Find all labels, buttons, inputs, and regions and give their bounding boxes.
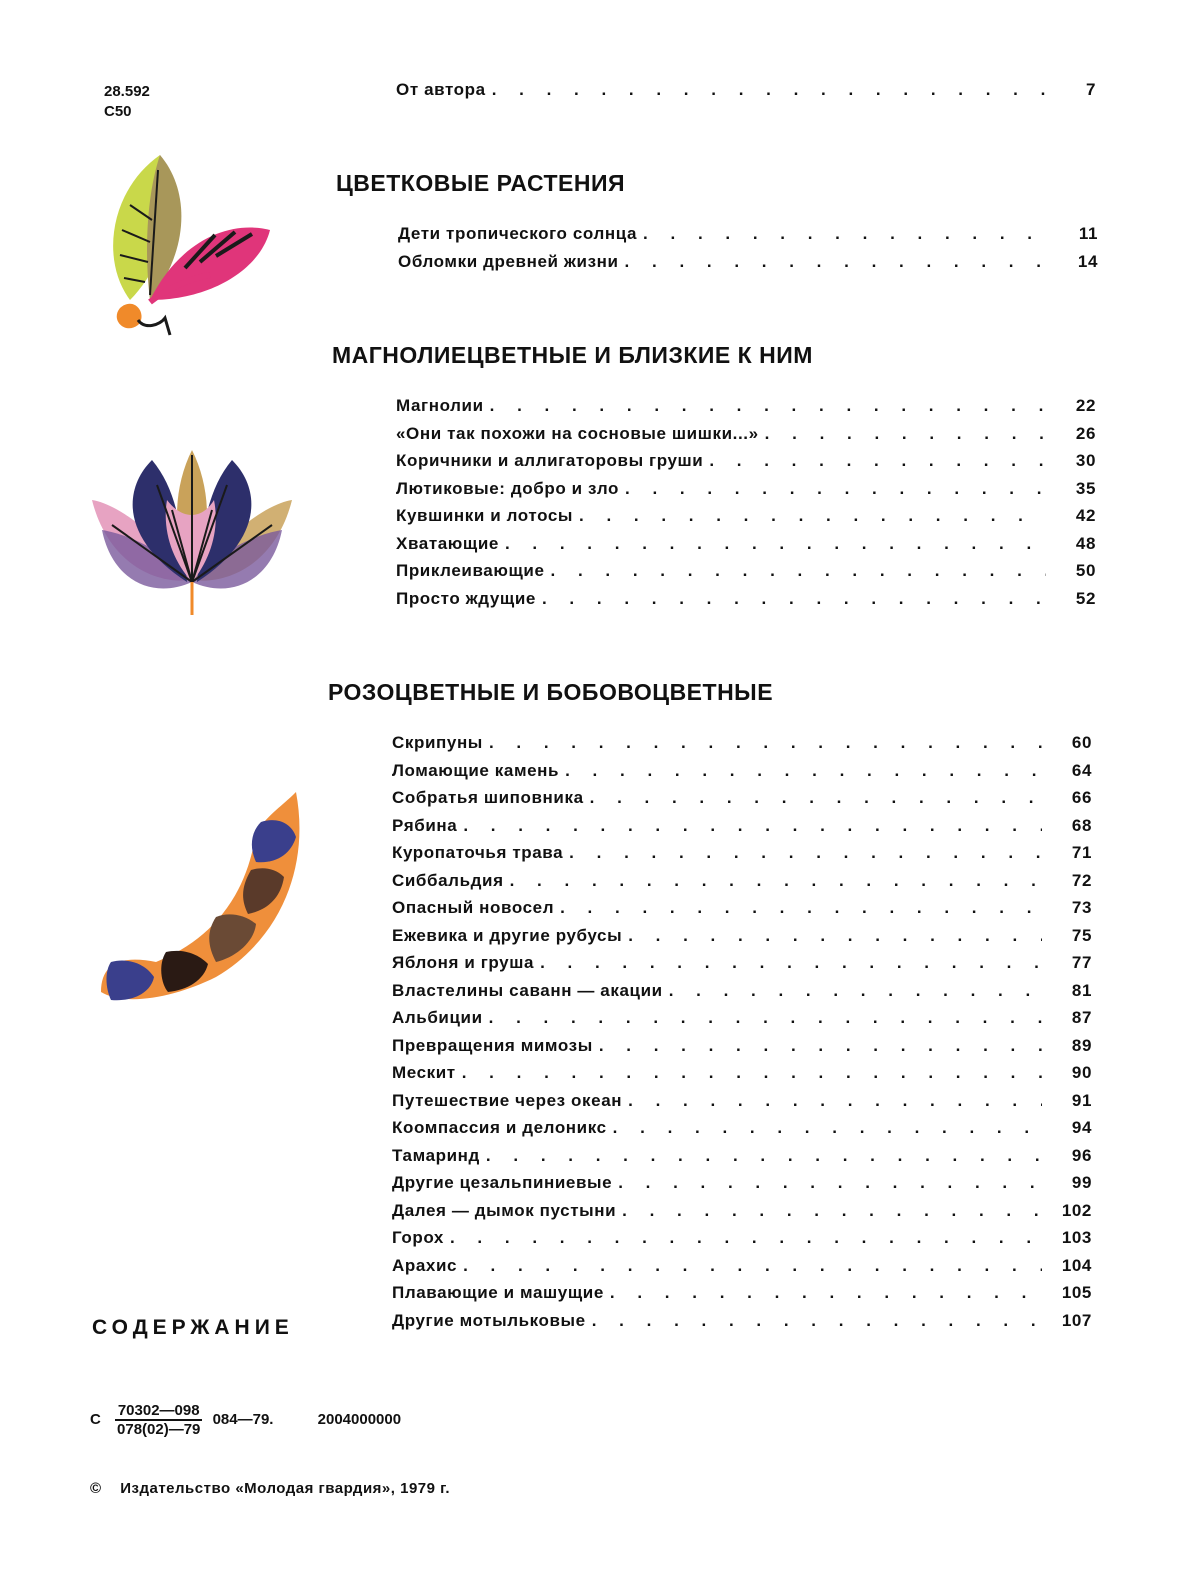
- entry-page: 71: [1071, 843, 1092, 862]
- toc-entry: [396, 80, 1096, 108]
- entry-title: Яблоня и груша: [392, 953, 535, 972]
- toc-entry: [392, 816, 1092, 844]
- toc-entry: [396, 479, 1096, 507]
- entry-page: 73: [1071, 898, 1092, 917]
- entry-title: Собратья шиповника: [392, 788, 584, 807]
- dot-leader: [669, 981, 1042, 1001]
- dot-leader: [618, 1173, 1042, 1193]
- entry-title: Магнолии: [396, 396, 484, 415]
- toc-list: [398, 224, 1098, 279]
- entry-title: Рябина: [392, 815, 458, 835]
- entry-title: Дети тропического солнца: [398, 224, 638, 243]
- toc-entry: [392, 1091, 1092, 1119]
- entry-title: Просто ждущие: [396, 588, 536, 608]
- entry-title: Куропаточья трава: [392, 843, 564, 862]
- entry-page: 11: [1078, 224, 1098, 243]
- leaf-illustration: [90, 150, 290, 340]
- section-title: РОЗОЦВЕТНЫЕ И БОБОВОЦВЕТНЫЕ: [328, 679, 774, 705]
- lotus-illustration: [92, 450, 292, 615]
- toc-entry: [392, 953, 1092, 981]
- imprint-code: 2004000000: [317, 1410, 402, 1428]
- toc-entry: [392, 1283, 1092, 1311]
- entry-title: Коричники и аллигаторовы груши: [396, 451, 704, 470]
- entry-title: От автора: [396, 80, 486, 99]
- dot-leader: [450, 1228, 1042, 1248]
- author-mark: С50: [104, 103, 132, 120]
- entry-page: 105: [1061, 1283, 1092, 1302]
- entry-title: «Они так похожи на сосновые шишки...»: [396, 423, 759, 443]
- dot-leader: [590, 788, 1042, 808]
- dot-leader: [610, 1283, 1042, 1303]
- dot-leader: [489, 733, 1042, 753]
- entry-title: Превращения мимозы: [392, 1035, 593, 1055]
- toc-entry: [392, 926, 1092, 954]
- dot-leader: [505, 534, 1046, 554]
- entry-page: 60: [1071, 733, 1092, 752]
- contents-label: СОДЕРЖАНИЕ: [92, 1316, 294, 1339]
- bbk-code: 28.592: [104, 83, 150, 100]
- entry-title: Кувшинки и лотосы: [396, 506, 573, 525]
- toc-entry: [392, 1201, 1092, 1229]
- toc-entry: [392, 1063, 1092, 1091]
- section-title: ЦВЕТКОВЫЕ РАСТЕНИЯ: [336, 170, 626, 196]
- dot-leader: [540, 953, 1042, 973]
- entry-title: Коомпассия и делоникс: [392, 1118, 607, 1137]
- entry-page: 107: [1061, 1310, 1092, 1330]
- entry-page: 72: [1071, 870, 1092, 890]
- toc-entry: [396, 424, 1096, 452]
- preface-entry: [396, 80, 1096, 108]
- bbk-code-block: [104, 82, 150, 122]
- pea-seed: [209, 914, 256, 962]
- dot-leader: [628, 926, 1042, 946]
- dot-leader: [489, 1008, 1042, 1028]
- entry-title: Альбиции: [392, 1008, 483, 1027]
- entry-page: 22: [1075, 396, 1096, 415]
- toc-entry: [392, 1173, 1092, 1201]
- entry-page: 35: [1075, 478, 1096, 498]
- entry-page: 81: [1071, 980, 1092, 1000]
- entry-title: Сиббальдия: [392, 870, 504, 890]
- toc-entry: [396, 589, 1096, 617]
- dot-leader: [560, 898, 1042, 918]
- toc-entry: [396, 534, 1096, 562]
- toc-entry: [392, 1008, 1092, 1036]
- entry-page: 89: [1071, 1035, 1092, 1055]
- copyright: [90, 1480, 450, 1497]
- entry-title: Плавающие и машущие: [392, 1283, 604, 1302]
- entry-page: 52: [1075, 588, 1096, 608]
- toc-entry: [392, 871, 1092, 899]
- entry-page: 102: [1061, 1200, 1092, 1220]
- dot-leader: [599, 1036, 1042, 1056]
- dot-leader: [625, 252, 1048, 272]
- entry-page: 48: [1075, 533, 1096, 553]
- imprint-fraction: [115, 1402, 202, 1438]
- dot-leader: [462, 1063, 1042, 1083]
- section-title: МАГНОЛИЕЦВЕТНЫЕ И БЛИЗКИЕ К НИМ: [332, 342, 813, 368]
- imprint-suffix: 084—79.: [212, 1410, 274, 1428]
- toc-entry: [396, 561, 1096, 589]
- toc-entry: [392, 1228, 1092, 1256]
- dot-leader: [625, 479, 1046, 499]
- toc-entry: [392, 1146, 1092, 1174]
- imprint-numerator: 70302—098: [115, 1402, 202, 1421]
- dot-leader: [643, 224, 1048, 244]
- dot-leader: [463, 816, 1042, 836]
- toc-entry: [392, 788, 1092, 816]
- entry-title: Мескит: [392, 1063, 456, 1082]
- dot-leader: [542, 589, 1046, 609]
- entry-title: Другие мотыльковые: [392, 1310, 586, 1330]
- entry-page: 103: [1061, 1228, 1092, 1247]
- entry-title: Другие цезальпиниевые: [392, 1173, 613, 1192]
- copyright-symbol: ©: [90, 1480, 102, 1497]
- entry-page: 75: [1071, 925, 1092, 945]
- entry-title: Лютиковые: добро и зло: [396, 478, 620, 498]
- toc-entry: [392, 1036, 1092, 1064]
- orange-bud: [117, 304, 142, 329]
- entry-title: Властелины саванн — акации: [392, 980, 663, 1000]
- entry-title: Далея — дымок пустыни: [392, 1200, 617, 1220]
- toc-entry: [392, 843, 1092, 871]
- dot-leader: [709, 451, 1046, 471]
- dot-leader: [765, 424, 1046, 444]
- dot-leader: [490, 396, 1046, 416]
- entry-page: 64: [1071, 760, 1092, 780]
- entry-title: Ежевика и другие рубусы: [392, 925, 623, 945]
- toc-list: [396, 396, 1096, 616]
- entry-page: 14: [1077, 251, 1098, 271]
- entry-page: 99: [1071, 1173, 1092, 1192]
- toc-entry: [396, 506, 1096, 534]
- dot-leader: [628, 1091, 1042, 1111]
- dot-leader: [579, 506, 1046, 526]
- pea-pod-illustration: [96, 792, 311, 1012]
- dot-leader: [569, 843, 1042, 863]
- entry-page: 26: [1075, 423, 1096, 443]
- entry-page: 87: [1071, 1008, 1092, 1027]
- dot-leader: [463, 1256, 1042, 1276]
- entry-page: 30: [1075, 451, 1096, 470]
- entry-page: 68: [1071, 815, 1092, 835]
- entry-title: Горох: [392, 1228, 444, 1247]
- entry-page: 94: [1071, 1118, 1092, 1137]
- entry-page: 91: [1071, 1090, 1092, 1110]
- dot-leader: [565, 761, 1042, 781]
- dot-leader: [486, 1146, 1042, 1166]
- entry-page: 104: [1061, 1255, 1092, 1275]
- dot-leader: [613, 1118, 1042, 1138]
- entry-page: 42: [1075, 506, 1096, 525]
- imprint: [90, 1402, 401, 1438]
- toc-entry: [396, 451, 1096, 479]
- toc-entry: [392, 898, 1092, 926]
- entry-page: 77: [1071, 953, 1092, 972]
- toc-entry: [392, 981, 1092, 1009]
- entry-page: 96: [1071, 1145, 1092, 1165]
- toc-entry: [398, 224, 1098, 252]
- entry-title: Путешествие через океан: [392, 1090, 623, 1110]
- dot-leader: [510, 871, 1042, 891]
- entry-title: Скрипуны: [392, 733, 483, 752]
- entry-title: Арахис: [392, 1255, 458, 1275]
- toc-entry: [392, 733, 1092, 761]
- imprint-letter: С: [90, 1410, 101, 1428]
- entry-page: 7: [1085, 80, 1096, 99]
- dot-leader: [492, 80, 1046, 100]
- entry-page: 66: [1071, 788, 1092, 807]
- dot-leader: [622, 1201, 1042, 1221]
- entry-title: Ломающие камень: [392, 760, 560, 780]
- toc-entry: [392, 761, 1092, 789]
- copyright-text: Издательство «Молодая гвардия», 1979 г.: [120, 1480, 451, 1497]
- entry-title: Тамаринд: [392, 1145, 480, 1165]
- toc-entry: [396, 396, 1096, 424]
- entry-title: Хватающие: [396, 533, 499, 553]
- dot-leader: [551, 561, 1047, 581]
- toc-entry: [392, 1311, 1092, 1339]
- entry-page: 50: [1075, 561, 1096, 580]
- toc-entry: [398, 252, 1098, 280]
- entry-title: Опасный новосел: [392, 898, 555, 917]
- toc-entry: [392, 1118, 1092, 1146]
- dot-leader: [592, 1311, 1042, 1331]
- entry-title: Приклеивающие: [396, 561, 545, 580]
- toc-entry: [392, 1256, 1092, 1284]
- toc-list: [392, 733, 1092, 1338]
- imprint-denominator: 078(02)—79: [117, 1421, 201, 1438]
- entry-page: 90: [1071, 1063, 1092, 1082]
- entry-title: Обломки древней жизни: [398, 251, 619, 271]
